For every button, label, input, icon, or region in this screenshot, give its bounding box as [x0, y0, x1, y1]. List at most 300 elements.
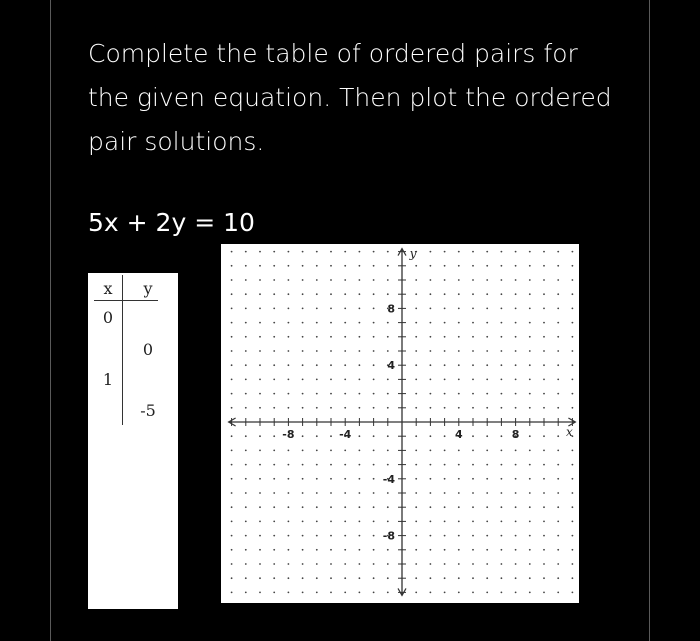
grid-dot: [259, 478, 261, 480]
grid-dot: [259, 308, 261, 310]
coordinate-plane-svg[interactable]: [221, 244, 579, 603]
grid-dot: [543, 364, 545, 366]
grid-dot: [472, 293, 474, 295]
grid-dot: [359, 336, 361, 338]
grid-dot: [359, 549, 361, 551]
grid-dot: [557, 293, 559, 295]
grid-dot: [245, 577, 247, 579]
grid-dot: [288, 450, 290, 452]
grid-dot: [373, 379, 375, 381]
grid-dot: [273, 293, 275, 295]
grid-dot: [415, 336, 417, 338]
grid-dot: [543, 322, 545, 324]
grid-dot: [245, 379, 247, 381]
grid-dot: [486, 563, 488, 565]
grid-dot: [430, 336, 432, 338]
grid-dot: [288, 492, 290, 494]
grid-dot: [515, 492, 517, 494]
grid-dot: [529, 251, 531, 253]
grid-dot: [344, 506, 346, 508]
grid-dot: [373, 393, 375, 395]
grid-dot: [444, 577, 446, 579]
coordinate-plane[interactable]: [221, 244, 579, 603]
grid-dot: [302, 563, 304, 565]
grid-dot: [486, 364, 488, 366]
grid-dot: [444, 563, 446, 565]
grid-dot: [444, 407, 446, 409]
grid-dot: [472, 435, 474, 437]
grid-dot: [288, 308, 290, 310]
grid-dot: [486, 549, 488, 551]
grid-dot: [231, 265, 233, 267]
grid-dot: [501, 535, 503, 537]
grid-dot: [302, 379, 304, 381]
grid-dot: [259, 577, 261, 579]
grid-dot: [472, 478, 474, 480]
grid-dot: [486, 435, 488, 437]
grid-dot: [387, 521, 389, 523]
grid-dot: [444, 279, 446, 281]
grid-dot: [373, 577, 375, 579]
grid-dot: [273, 336, 275, 338]
grid-dot: [572, 308, 574, 310]
grid-dot: [330, 379, 332, 381]
grid-dot: [557, 478, 559, 480]
grid-dot: [557, 265, 559, 267]
grid-dot: [543, 563, 545, 565]
grid-dot: [557, 535, 559, 537]
grid-dot: [373, 407, 375, 409]
grid-dot: [259, 336, 261, 338]
grid-dot: [572, 322, 574, 324]
grid-dot: [486, 407, 488, 409]
grid-dot: [259, 492, 261, 494]
grid-dot: [486, 492, 488, 494]
grid-dot: [430, 563, 432, 565]
table-cell-y[interactable]: -5: [140, 401, 156, 420]
grid-dot: [330, 506, 332, 508]
grid-dot: [288, 251, 290, 253]
grid-dot: [572, 393, 574, 395]
grid-dot: [458, 322, 460, 324]
grid-dot: [529, 492, 531, 494]
grid-dot: [373, 450, 375, 452]
grid-dot: [472, 322, 474, 324]
grid-dot: [288, 364, 290, 366]
grid-dot: [430, 379, 432, 381]
table-cell-y[interactable]: 0: [142, 340, 154, 359]
grid-dot: [316, 478, 318, 480]
grid-dot: [529, 577, 531, 579]
grid-dot: [515, 265, 517, 267]
grid-dot: [557, 350, 559, 352]
grid-dot: [415, 577, 417, 579]
grid-dot: [231, 464, 233, 466]
grid-dot: [316, 379, 318, 381]
grid-dot: [359, 506, 361, 508]
grid-dot: [259, 563, 261, 565]
grid-dot: [557, 549, 559, 551]
grid-dot: [231, 336, 233, 338]
grid-dot: [330, 350, 332, 352]
grid-dot: [501, 279, 503, 281]
grid-dot: [572, 563, 574, 565]
grid-dot: [472, 563, 474, 565]
grid-dot: [273, 379, 275, 381]
grid-dot: [430, 464, 432, 466]
grid-dot: [231, 308, 233, 310]
grid-dot: [444, 379, 446, 381]
grid-dot: [472, 450, 474, 452]
grid-dot: [288, 379, 290, 381]
grid-dot: [501, 393, 503, 395]
grid-dot: [486, 293, 488, 295]
grid-dot: [543, 308, 545, 310]
table-cell-x[interactable]: 1: [102, 370, 114, 389]
grid-dot: [529, 308, 531, 310]
grid-dot: [330, 322, 332, 324]
grid-dot: [359, 293, 361, 295]
grid-dot: [359, 308, 361, 310]
grid-dot: [231, 435, 233, 437]
grid-dot: [316, 308, 318, 310]
grid-dot: [572, 521, 574, 523]
grid-dot: [259, 265, 261, 267]
grid-dot: [344, 450, 346, 452]
grid-dot: [273, 364, 275, 366]
grid-dot: [344, 577, 346, 579]
grid-dot: [373, 521, 375, 523]
grid-dot: [344, 308, 346, 310]
grid-dot: [288, 464, 290, 466]
grid-dot: [316, 279, 318, 281]
grid-dot: [330, 308, 332, 310]
grid-dot: [231, 379, 233, 381]
grid-dot: [245, 393, 247, 395]
grid-dot: [515, 506, 517, 508]
grid-dot: [231, 535, 233, 537]
ordered-pairs-table: [88, 273, 178, 609]
grid-dot: [373, 336, 375, 338]
question-text: [88, 32, 628, 164]
grid-dot: [330, 535, 332, 537]
grid-dot: [288, 577, 290, 579]
grid-dot: [557, 450, 559, 452]
grid-dot: [515, 563, 517, 565]
grid-dot: [557, 393, 559, 395]
y-tick-label: 8: [387, 302, 395, 316]
table-header-divider: [94, 300, 158, 301]
grid-dot: [529, 265, 531, 267]
grid-dot: [430, 506, 432, 508]
grid-dot: [415, 364, 417, 366]
table-cell-x[interactable]: 0: [102, 308, 114, 327]
grid-dot: [316, 435, 318, 437]
grid-dot: [472, 535, 474, 537]
grid-dot: [387, 350, 389, 352]
grid-dot: [273, 535, 275, 537]
grid-dot: [415, 435, 417, 437]
grid-dot: [557, 336, 559, 338]
grid-dot: [273, 492, 275, 494]
grid-dot: [344, 492, 346, 494]
grid-dot: [515, 308, 517, 310]
grid-dot: [444, 464, 446, 466]
grid-dot: [444, 478, 446, 480]
grid-dot: [501, 350, 503, 352]
grid-dot: [245, 364, 247, 366]
grid-dot: [359, 492, 361, 494]
grid-dot: [344, 478, 346, 480]
grid-dot: [572, 464, 574, 466]
grid-dot: [543, 279, 545, 281]
grid-dot: [572, 350, 574, 352]
grid-dot: [231, 478, 233, 480]
grid-dot: [231, 450, 233, 452]
grid-dot: [472, 265, 474, 267]
grid-dot: [415, 492, 417, 494]
grid-dot: [572, 492, 574, 494]
grid-dot: [557, 251, 559, 253]
grid-dot: [302, 293, 304, 295]
grid-dot: [415, 521, 417, 523]
grid-dot: [572, 506, 574, 508]
grid-dot: [273, 393, 275, 395]
grid-dot: [316, 563, 318, 565]
grid-dot: [231, 521, 233, 523]
grid-dot: [415, 308, 417, 310]
grid-dot: [543, 336, 545, 338]
grid-dot: [430, 393, 432, 395]
grid-dot: [415, 407, 417, 409]
grid-dot: [529, 322, 531, 324]
grid-dot: [231, 393, 233, 395]
grid-dot: [458, 350, 460, 352]
grid-dot: [245, 450, 247, 452]
grid-dot: [444, 521, 446, 523]
grid-dot: [259, 393, 261, 395]
grid-dot: [501, 592, 503, 594]
grid-dot: [288, 563, 290, 565]
grid-dot: [245, 592, 247, 594]
grid-dot: [330, 293, 332, 295]
grid-dot: [415, 293, 417, 295]
grid-dot: [415, 506, 417, 508]
grid-dot: [245, 535, 247, 537]
grid-dot: [344, 379, 346, 381]
grid-dot: [344, 535, 346, 537]
grid-dot: [529, 279, 531, 281]
grid-dot: [231, 563, 233, 565]
grid-dot: [259, 251, 261, 253]
grid-dot: [501, 379, 503, 381]
grid-dot: [415, 393, 417, 395]
x-tick-label: -4: [339, 428, 352, 441]
grid-dot: [373, 279, 375, 281]
grid-dot: [330, 492, 332, 494]
grid-dot: [344, 563, 346, 565]
grid-dot: [316, 549, 318, 551]
grid-dot: [529, 293, 531, 295]
grid-dot: [302, 279, 304, 281]
table-header-x: x: [103, 279, 113, 298]
grid-dot: [415, 322, 417, 324]
grid-dot: [359, 464, 361, 466]
grid-dot: [472, 407, 474, 409]
grid-dot: [444, 350, 446, 352]
grid-dot: [330, 251, 332, 253]
grid-dot: [273, 279, 275, 281]
grid-dot: [359, 435, 361, 437]
grid-dot: [302, 350, 304, 352]
grid-dot: [344, 350, 346, 352]
grid-dot: [430, 364, 432, 366]
grid-dot: [458, 549, 460, 551]
grid-dot: [344, 364, 346, 366]
grid-dot: [302, 521, 304, 523]
grid-dot: [273, 407, 275, 409]
grid-dot: [288, 265, 290, 267]
grid-dot: [231, 577, 233, 579]
grid-dot: [344, 336, 346, 338]
grid-dot: [430, 592, 432, 594]
grid-dot: [543, 379, 545, 381]
grid-dot: [273, 592, 275, 594]
grid-dot: [231, 592, 233, 594]
grid-dot: [273, 350, 275, 352]
grid-dot: [458, 308, 460, 310]
grid-dot: [557, 464, 559, 466]
grid-dot: [273, 265, 275, 267]
grid-dot: [359, 577, 361, 579]
grid-dot: [501, 364, 503, 366]
grid-dot: [430, 251, 432, 253]
grid-dot: [572, 364, 574, 366]
grid-dot: [259, 506, 261, 508]
grid-dot: [515, 450, 517, 452]
grid-dot: [231, 251, 233, 253]
grid-dot: [259, 379, 261, 381]
grid-dot: [359, 592, 361, 594]
grid-dot: [444, 308, 446, 310]
grid-dot: [231, 506, 233, 508]
grid-dot: [273, 506, 275, 508]
grid-dot: [444, 506, 446, 508]
grid-dot: [259, 464, 261, 466]
grid-dot: [515, 393, 517, 395]
grid-dot: [330, 592, 332, 594]
grid-dot: [430, 492, 432, 494]
grid-dot: [501, 308, 503, 310]
grid-dot: [501, 506, 503, 508]
grid-dot: [302, 450, 304, 452]
grid-dot: [359, 379, 361, 381]
grid-dot: [572, 577, 574, 579]
grid-dot: [458, 293, 460, 295]
grid-dot: [430, 407, 432, 409]
grid-dot: [529, 350, 531, 352]
grid-dot: [344, 251, 346, 253]
grid-dot: [359, 450, 361, 452]
grid-dot: [359, 407, 361, 409]
grid-dot: [572, 379, 574, 381]
grid-dot: [515, 336, 517, 338]
grid-dot: [273, 521, 275, 523]
grid-dot: [472, 521, 474, 523]
grid-dot: [572, 336, 574, 338]
grid-dot: [415, 350, 417, 352]
grid-dot: [288, 592, 290, 594]
grid-dot: [316, 521, 318, 523]
grid-dot: [359, 478, 361, 480]
grid-dot: [373, 535, 375, 537]
grid-dot: [444, 393, 446, 395]
grid-dot: [245, 251, 247, 253]
grid-dot: [373, 492, 375, 494]
grid-dot: [486, 265, 488, 267]
grid-dot: [543, 350, 545, 352]
grid-dot: [415, 379, 417, 381]
grid-dot: [259, 435, 261, 437]
grid-dot: [557, 364, 559, 366]
grid-dot: [245, 521, 247, 523]
grid-dot: [387, 506, 389, 508]
grid-dot: [344, 464, 346, 466]
grid-dot: [330, 450, 332, 452]
grid-dot: [259, 279, 261, 281]
grid-dot: [245, 549, 247, 551]
grid-dot: [259, 521, 261, 523]
grid-dot: [359, 350, 361, 352]
grid-dot: [245, 265, 247, 267]
grid-dot: [543, 592, 545, 594]
grid-dot: [245, 308, 247, 310]
grid-dot: [572, 478, 574, 480]
table-header-y: y: [143, 279, 153, 298]
grid-dot: [572, 592, 574, 594]
grid-dot: [316, 506, 318, 508]
grid-dot: [288, 350, 290, 352]
grid-dot: [316, 407, 318, 409]
grid-dot: [458, 478, 460, 480]
grid-dot: [231, 549, 233, 551]
grid-dot: [486, 535, 488, 537]
grid-dot: [288, 506, 290, 508]
grid-dot: [501, 265, 503, 267]
grid-dot: [359, 251, 361, 253]
grid-dot: [472, 492, 474, 494]
grid-dot: [415, 549, 417, 551]
grid-dot: [387, 563, 389, 565]
grid-dot: [344, 521, 346, 523]
grid-dot: [288, 336, 290, 338]
grid-dot: [359, 265, 361, 267]
grid-dot: [486, 506, 488, 508]
grid-dot: [288, 393, 290, 395]
grid-dot: [245, 279, 247, 281]
grid-dot: [572, 535, 574, 537]
grid-dot: [557, 435, 559, 437]
grid-dot: [543, 506, 545, 508]
grid-dot: [259, 407, 261, 409]
grid-dot: [486, 450, 488, 452]
grid-dot: [259, 293, 261, 295]
grid-dot: [444, 549, 446, 551]
grid-dot: [231, 492, 233, 494]
grid-dot: [515, 322, 517, 324]
grid-dot: [472, 350, 474, 352]
grid-dot: [515, 293, 517, 295]
